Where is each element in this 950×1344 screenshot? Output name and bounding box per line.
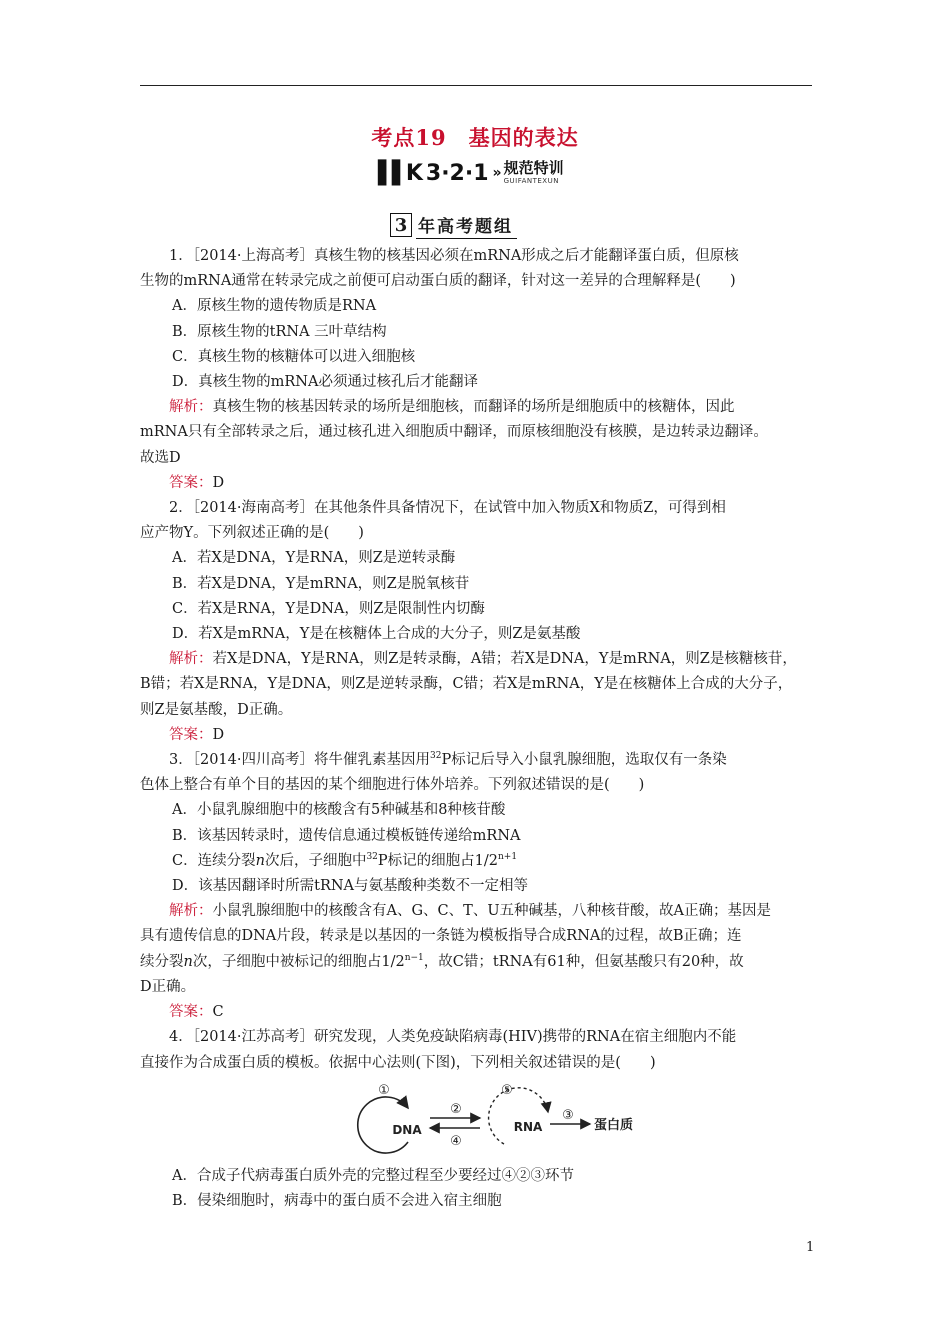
section-label: 年高考题组 [416,212,517,239]
q2-analysis-line3: 则Z是氨基酸，D正确。 [140,701,293,718]
label-dna: DNA [392,1122,422,1137]
q3-stem-line2: 色体上整合有单个目的基因的某个细胞进行体外培养。下列叙述错误的是( ) [140,777,645,794]
q2-analysis [140,647,812,672]
q4-option-a: A．合成子代病毒蛋白质外壳的完整过程至少要经过④②③环节 [172,1167,574,1184]
q1-option-b: B．原核生物的tRNA 三叶草结构 [172,323,387,340]
q3-opt-c-part3: P标记的细胞占1/2 [377,852,498,869]
q3-analysis-line3 [140,950,812,975]
q3-stem-sup: 32 [430,751,442,762]
q3-analysis-line1: 小鼠乳腺细胞中的核酸含有A、G、C、T、U五种碱基，八种核苷酸，故A正确；基因是 [212,903,772,920]
q3-analysis-part-a: 续分裂 [140,953,184,970]
label-c5: ⑤ [501,1082,513,1098]
q1-option-c: C．真核生物的核糖体可以进入细胞核 [172,348,416,365]
section-heading [390,212,517,238]
answer-label: 答案： [169,1004,213,1021]
q1-answer [140,471,812,496]
page-title: 考点19 基因的表达 [371,125,579,150]
answer-label: 答案： [169,474,213,491]
q3-stem-line1 [140,748,812,773]
question-list [140,244,812,1214]
q3-opt-c-sup1: 32 [366,852,378,863]
q2-option-a: A．若X是DNA，Y是RNA，则Z是逆转录酶 [172,550,456,567]
rna-replication-arc [489,1087,548,1143]
label-c4: ④ [450,1133,462,1149]
q3-analysis-line2: 具有遗传信息的DNA片段，转录是以基因的一条链为模板指导合成RNA的过程，故B正确；连 [140,928,742,945]
q3-option-a: A．小鼠乳腺细胞中的核酸含有5种碱基和8种核苷酸 [172,802,506,819]
central-dogma-svg [140,1082,812,1160]
q1-option-d: D．真核生物的mRNA必须通过核孔后才能翻译 [172,374,478,391]
q1-analysis-line2: mRNA只有全部转录之后，通过核孔进入细胞质中翻译，而原核细胞没有核膜，是边转录边翻译。 [140,424,768,441]
q2-analysis-line1: 若X是DNA，Y是RNA，则Z是转录酶，A错；若X是DNA，Y是mRNA，则Z是核糖核苷， [212,651,797,668]
q1-analysis-line1: 真核生物的核基因转录的场所是细胞核，而翻译的场所是细胞质中的核糖体，因此 [212,399,735,416]
label-c1: ① [378,1082,390,1098]
q4-stem-line1: 4．［2014·江苏高考］研究发现，人类免疫缺陷病毒(HIV)携带的RNA在宿主细胞内不能 [169,1029,737,1046]
q2-option-d: D．若X是mRNA，Y是在核糖体上合成的大分子，则Z是氨基酸 [172,626,581,643]
q3-analysis-part-b: 次，子细胞中被标记的细胞占1/2 [192,953,405,970]
q3-answer [140,1000,812,1025]
brand-label: 规范特训 [503,159,564,177]
q3-option-d: D．该基因翻译时所需tRNA与氨基酸种类数不一定相等 [172,878,529,895]
q1-option-a: A．原核生物的遗传物质是RNA [172,298,377,315]
analysis-label: 解析： [169,399,213,416]
brand-logo-icon: ▌▌K [378,160,420,186]
analysis-label: 解析： [169,903,213,920]
label-c2: ② [450,1101,462,1117]
q1-answer-value: D [212,474,225,491]
analysis-label: 解析： [169,651,213,668]
q2-option-c: C．若X是RNA，Y是DNA，则Z是限制性内切酶 [172,600,485,617]
q3-option-b: B．该基因转录时，遗传信息通过模板链传递给mRNA [172,827,521,844]
q1-stem-line2: 生物的mRNA通常在转录完成之前便可启动蛋白质的翻译，针对这一差异的合理解释是( ) [140,273,736,290]
label-protein: 蛋白质 [594,1117,634,1133]
q3-analysis [140,899,812,924]
q1-stem-line1: 1．［2014·上海高考］真核生物的核基因必须在mRNA形成之后才能翻译蛋白质，但原核 [169,248,739,264]
q3-analysis-n: n [183,953,193,970]
brand-banner [378,158,564,188]
central-dogma-diagram [140,1082,812,1160]
brand-text [504,161,564,185]
q2-answer-value: D [212,726,225,743]
q3-analysis-line4: D正确。 [140,978,196,995]
brand-sub: GUIFANTEXUN [503,177,559,185]
brand-arrows: » [492,165,502,181]
q2-option-b: B．若X是DNA，Y是mRNA，则Z是脱氧核苷 [172,575,470,592]
q3-stem-part-b: P标记后导入小鼠乳腺细胞，选取仅有一条染 [441,752,727,769]
q3-opt-c-n: n [255,852,265,869]
q2-stem-line2: 应产物Y。下列叙述正确的是( ) [140,525,364,542]
q2-stem-line1: 2．［2014·海南高考］在其他条件具备情况下，在试管中加入物质X和物质Z，可得到相 [169,500,726,517]
q3-answer-value: C [212,1004,224,1021]
answer-label: 答案： [169,726,213,743]
label-c3: ③ [562,1107,574,1123]
header-rule [140,85,812,86]
brand-numbers: 3·2·1 [425,160,489,186]
q3-opt-c-part1: C．连续分裂 [172,852,256,869]
q2-answer [140,723,812,748]
q1-analysis-line3: 故选D [140,449,181,466]
q3-stem-part-a: 3．［2014·四川高考］将牛催乳素基因用 [169,752,430,769]
q4-stem-line2: 直接作为合成蛋白质的模板。依据中心法则(下图)，下列相关叙述错误的是( ) [140,1054,656,1071]
q1-analysis [140,395,812,420]
q3-analysis-part-c: ，故C错；tRNA有61种，但氨基酸只有20种，故 [423,953,744,970]
q3-option-c [140,849,812,874]
q3-analysis-sup: n−1 [404,952,424,963]
q3-opt-c-sup2: n+1 [498,852,518,863]
q4-option-b: B．侵染细胞时，病毒中的蛋白质不会进入宿主细胞 [172,1192,502,1209]
page-number: 1 [806,1240,815,1255]
label-rna: RNA [513,1119,543,1134]
q3-opt-c-part2: 次后，子细胞中 [264,852,367,869]
q2-analysis-line2: B错；若X是RNA，Y是DNA，则Z是逆转录酶，C错；若X是mRNA，Y是在核糖体上合成的大分子， [140,676,793,693]
section-number: 3 [390,213,412,237]
